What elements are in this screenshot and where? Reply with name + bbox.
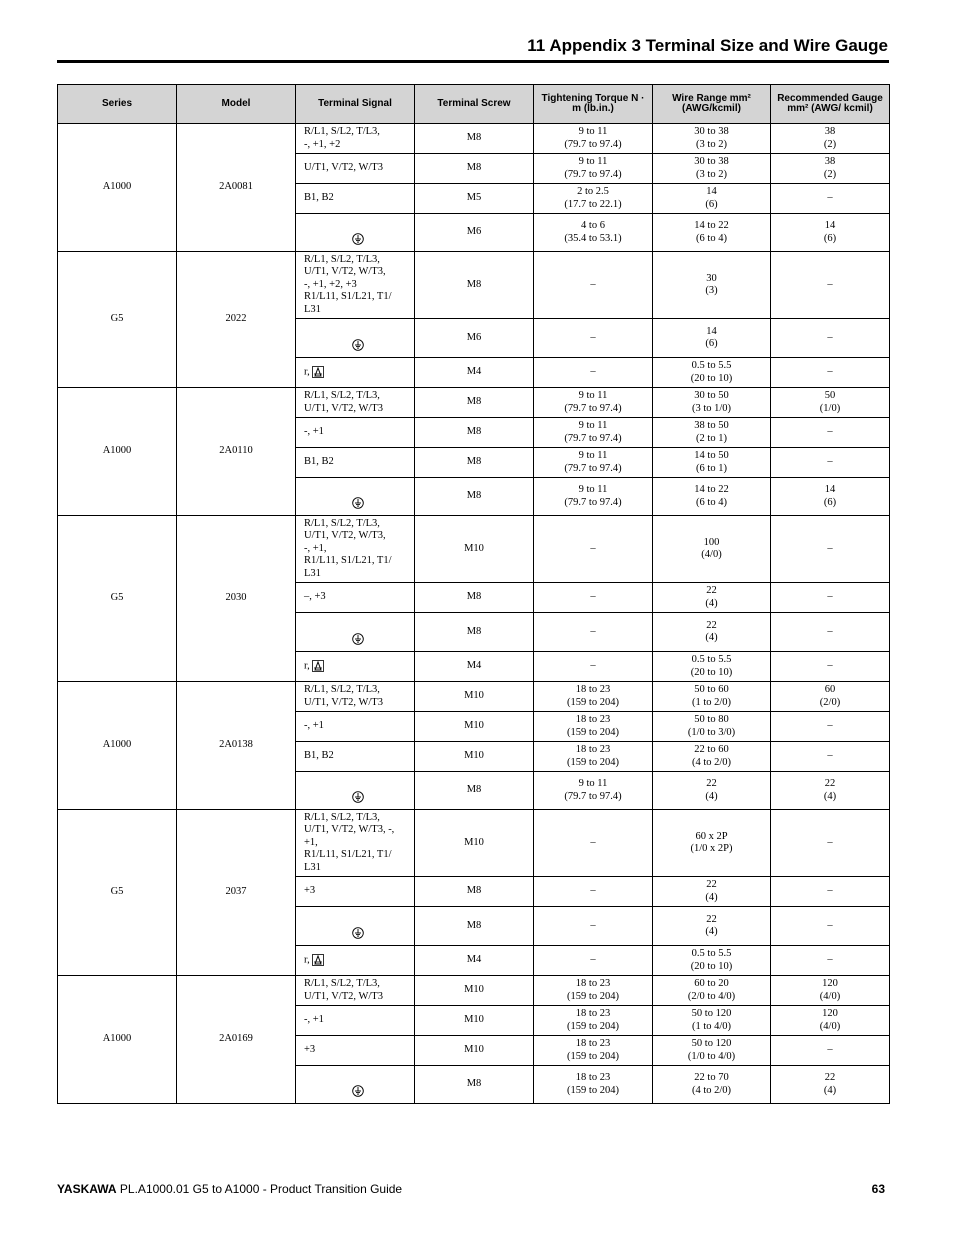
column-header: Terminal Signal — [296, 85, 415, 124]
tightening-torque-cell: – — [534, 652, 653, 682]
tightening-torque-cell: 18 to 23 (159 to 204) — [534, 742, 653, 772]
terminal-signal-cell — [296, 946, 415, 976]
title-rule — [57, 60, 889, 63]
ground-symbol — [304, 497, 412, 510]
recommended-gauge-cell: 120 (4/0) — [771, 976, 890, 1006]
terminal-signal-cell: R/L1, S/L2, T/L3, U/T1, V/T2, W/T3, -, +1, +2, +3 R1/L11, S1/L21, T1/ L31 — [296, 252, 415, 319]
recommended-gauge-cell: 50 (1/0) — [771, 388, 890, 418]
terminal-screw-cell: M6 — [415, 319, 534, 358]
recommended-gauge-cell: – — [771, 1036, 890, 1066]
terminal-screw-cell: M4 — [415, 652, 534, 682]
wire-range-cell: 22 (4) — [653, 583, 771, 613]
tightening-torque-cell: – — [534, 877, 653, 907]
recommended-gauge-cell: – — [771, 613, 890, 652]
column-header: Series — [58, 85, 177, 124]
wire-range-cell: 14 (6) — [653, 184, 771, 214]
terminal-screw-cell: M8 — [415, 583, 534, 613]
terminal-screw-cell: M5 — [415, 184, 534, 214]
tightening-torque-cell: 18 to 23 (159 to 204) — [534, 712, 653, 742]
page-footer — [57, 1182, 885, 1196]
wire-range-cell: 22 (4) — [653, 877, 771, 907]
wire-range-cell: 22 to 70 (4 to 2/0) — [653, 1066, 771, 1104]
recommended-gauge-cell: 14 (6) — [771, 214, 890, 252]
terminal-signal-cell: B1, B2 — [296, 742, 415, 772]
tightening-torque-cell: – — [534, 946, 653, 976]
series-cell: A1000 — [58, 124, 177, 252]
tightening-torque-cell: – — [534, 252, 653, 319]
recommended-gauge-cell: – — [771, 907, 890, 946]
wire-range-cell: 30 to 50 (3 to 1/0) — [653, 388, 771, 418]
wire-range-cell: 22 (4) — [653, 907, 771, 946]
terminal-signal-cell: R/L1, S/L2, T/L3, U/T1, V/T2, W/T3 — [296, 682, 415, 712]
terminal-screw-cell: M8 — [415, 154, 534, 184]
wire-range-cell: 14 (6) — [653, 319, 771, 358]
recommended-gauge-cell: – — [771, 252, 890, 319]
terminal-signal-cell — [296, 478, 415, 516]
terminal-screw-cell: M8 — [415, 877, 534, 907]
terminal-screw-cell: M8 — [415, 388, 534, 418]
terminal-signal-cell — [296, 652, 415, 682]
terminal-signal-text: r, — [304, 954, 310, 966]
terminal-signal-cell — [296, 1066, 415, 1104]
terminal-screw-cell: M8 — [415, 1066, 534, 1104]
tightening-torque-cell: – — [534, 907, 653, 946]
series-cell: A1000 — [58, 388, 177, 516]
terminal-signal-cell: -, +1 — [296, 418, 415, 448]
column-header: Tightening Torque N · m (lb.in.) — [534, 85, 653, 124]
recommended-gauge-cell: 60 (2/0) — [771, 682, 890, 712]
table-row — [58, 388, 890, 418]
wire-range-cell: 60 to 20 (2/0 to 4/0) — [653, 976, 771, 1006]
wire-range-cell: 14 to 22 (6 to 4) — [653, 214, 771, 252]
terminal-screw-cell: M10 — [415, 682, 534, 712]
terminal-signal-cell: U/T1, V/T2, W/T3 — [296, 154, 415, 184]
terminal-screw-cell: M10 — [415, 712, 534, 742]
recommended-gauge-cell: 22 (4) — [771, 1066, 890, 1104]
recommended-gauge-cell: – — [771, 358, 890, 388]
recommended-gauge-cell: – — [771, 418, 890, 448]
footer-doc-title: PL.A1000.01 G5 to A1000 - Product Transition Guide — [119, 1182, 403, 1196]
ground-symbol — [304, 927, 412, 940]
tightening-torque-cell: 18 to 23 (159 to 204) — [534, 976, 653, 1006]
terminal-signal-cell: –, +3 — [296, 583, 415, 613]
ground-icon — [352, 1085, 364, 1097]
ground-icon — [352, 497, 364, 509]
tightening-torque-cell: – — [534, 516, 653, 583]
tightening-torque-cell: 18 to 23 (159 to 204) — [534, 1066, 653, 1104]
terminal-screw-cell: M10 — [415, 810, 534, 877]
terminal-signal-text: r, — [304, 660, 310, 672]
tightening-torque-cell: – — [534, 319, 653, 358]
terminal-signal-cell — [296, 358, 415, 388]
terminal-signal-cell: R/L1, S/L2, T/L3, U/T1, V/T2, W/T3 — [296, 388, 415, 418]
recommended-gauge-cell: – — [771, 184, 890, 214]
table-row — [58, 252, 890, 319]
wire-range-cell: 100 (4/0) — [653, 516, 771, 583]
terminal-screw-cell: M8 — [415, 478, 534, 516]
model-cell: 2030 — [177, 516, 296, 682]
tightening-torque-cell: 4 to 6 (35.4 to 53.1) — [534, 214, 653, 252]
terminal-signal-cell: -, +1 — [296, 712, 415, 742]
terminal-signal-cell — [296, 613, 415, 652]
model-cell: 2037 — [177, 810, 296, 976]
terminal-screw-cell: M6 — [415, 214, 534, 252]
table-row — [58, 516, 890, 583]
recommended-gauge-cell: – — [771, 652, 890, 682]
terminal-signal-text: r, — [304, 366, 310, 378]
ground-icon — [352, 791, 364, 803]
tightening-torque-cell: 18 to 23 (159 to 204) — [534, 682, 653, 712]
tightening-torque-cell: – — [534, 583, 653, 613]
wire-range-cell: 50 to 120 (1/0 to 4/0) — [653, 1036, 771, 1066]
series-cell: G5 — [58, 252, 177, 388]
tightening-torque-cell: – — [534, 358, 653, 388]
terminal-screw-cell: M8 — [415, 907, 534, 946]
terminal-mark-icon — [312, 954, 324, 966]
terminal-screw-cell: M10 — [415, 1036, 534, 1066]
tightening-torque-cell: 9 to 11 (79.7 to 97.4) — [534, 448, 653, 478]
wire-range-cell: 50 to 80 (1/0 to 3/0) — [653, 712, 771, 742]
model-cell: 2A0138 — [177, 682, 296, 810]
terminal-signal-cell: R/L1, S/L2, T/L3, U/T1, V/T2, W/T3, -, +1, R1/L11, S1/L21, T1/ L31 — [296, 810, 415, 877]
tightening-torque-cell: – — [534, 810, 653, 877]
terminal-table — [57, 84, 890, 1104]
terminal-signal-cell: R/L1, S/L2, T/L3, -, +1, +2 — [296, 124, 415, 154]
recommended-gauge-cell: – — [771, 742, 890, 772]
terminal-mark-icon — [312, 366, 324, 378]
wire-range-cell: 22 (4) — [653, 772, 771, 810]
wire-range-cell: 0.5 to 5.5 (20 to 10) — [653, 358, 771, 388]
recommended-gauge-cell: – — [771, 712, 890, 742]
table-row — [58, 124, 890, 154]
series-cell: G5 — [58, 516, 177, 682]
ground-symbol — [304, 339, 412, 352]
tightening-torque-cell: 2 to 2.5 (17.7 to 22.1) — [534, 184, 653, 214]
terminal-screw-cell: M8 — [415, 613, 534, 652]
terminal-screw-cell: M10 — [415, 976, 534, 1006]
terminal-screw-cell: M4 — [415, 358, 534, 388]
recommended-gauge-cell: 38 (2) — [771, 154, 890, 184]
recommended-gauge-cell: – — [771, 516, 890, 583]
page-title: 11 Appendix 3 Terminal Size and Wire Gauge — [527, 36, 888, 55]
terminal-screw-cell: M10 — [415, 516, 534, 583]
recommended-gauge-cell: – — [771, 319, 890, 358]
terminal-signal-cell: +3 — [296, 877, 415, 907]
wire-range-cell: 60 x 2P (1/0 x 2P) — [653, 810, 771, 877]
terminal-screw-cell: M8 — [415, 448, 534, 478]
wire-range-cell: 50 to 60 (1 to 2/0) — [653, 682, 771, 712]
recommended-gauge-cell: – — [771, 946, 890, 976]
recommended-gauge-cell: – — [771, 877, 890, 907]
terminal-signal-cell — [296, 772, 415, 810]
terminal-signal-cell: +3 — [296, 1036, 415, 1066]
wire-range-cell: 30 to 38 (3 to 2) — [653, 124, 771, 154]
recommended-gauge-cell: – — [771, 583, 890, 613]
series-cell: A1000 — [58, 976, 177, 1104]
recommended-gauge-cell: 120 (4/0) — [771, 1006, 890, 1036]
series-cell: A1000 — [58, 682, 177, 810]
terminal-signal-cell: R/L1, S/L2, T/L3, U/T1, V/T2, W/T3 — [296, 976, 415, 1006]
column-header: Recommended Gauge mm² (AWG/ kcmil) — [771, 85, 890, 124]
tightening-torque-cell: 9 to 11 (79.7 to 97.4) — [534, 124, 653, 154]
model-cell: 2A0110 — [177, 388, 296, 516]
ground-symbol — [304, 791, 412, 804]
ground-icon — [352, 633, 364, 645]
tightening-torque-cell: 9 to 11 (79.7 to 97.4) — [534, 772, 653, 810]
ground-symbol — [304, 233, 412, 246]
footer-brand: YASKAWA — [57, 1182, 117, 1196]
wire-range-cell: 38 to 50 (2 to 1) — [653, 418, 771, 448]
column-header: Wire Range mm² (AWG/kcmil) — [653, 85, 771, 124]
terminal-mark-icon — [312, 660, 324, 672]
model-cell: 2022 — [177, 252, 296, 388]
terminal-signal-cell — [296, 907, 415, 946]
wire-range-cell: 0.5 to 5.5 (20 to 10) — [653, 946, 771, 976]
model-cell: 2A0169 — [177, 976, 296, 1104]
table-row — [58, 810, 890, 877]
terminal-screw-cell: M10 — [415, 1006, 534, 1036]
terminal-signal-cell — [296, 319, 415, 358]
wire-range-cell: 30 to 38 (3 to 2) — [653, 154, 771, 184]
terminal-screw-cell: M8 — [415, 772, 534, 810]
terminal-screw-cell: M10 — [415, 742, 534, 772]
wire-range-cell: 30 (3) — [653, 252, 771, 319]
column-header: Terminal Screw — [415, 85, 534, 124]
wire-range-cell: 0.5 to 5.5 (20 to 10) — [653, 652, 771, 682]
table-row — [58, 976, 890, 1006]
tightening-torque-cell: 18 to 23 (159 to 204) — [534, 1036, 653, 1066]
ground-icon — [352, 927, 364, 939]
ground-icon — [352, 233, 364, 245]
terminal-screw-cell: M8 — [415, 418, 534, 448]
terminal-screw-cell: M8 — [415, 252, 534, 319]
tightening-torque-cell: 9 to 11 (79.7 to 97.4) — [534, 418, 653, 448]
tightening-torque-cell: 9 to 11 (79.7 to 97.4) — [534, 478, 653, 516]
series-cell: G5 — [58, 810, 177, 976]
terminal-signal-cell: -, +1 — [296, 1006, 415, 1036]
page-number: 63 — [871, 1182, 885, 1196]
tightening-torque-cell: 18 to 23 (159 to 204) — [534, 1006, 653, 1036]
wire-range-cell: 22 (4) — [653, 613, 771, 652]
ground-symbol — [304, 1085, 412, 1098]
model-cell: 2A0081 — [177, 124, 296, 252]
wire-range-cell: 14 to 50 (6 to 1) — [653, 448, 771, 478]
table-row — [58, 682, 890, 712]
ground-icon — [352, 339, 364, 351]
recommended-gauge-cell: 22 (4) — [771, 772, 890, 810]
ground-symbol — [304, 633, 412, 646]
recommended-gauge-cell: – — [771, 810, 890, 877]
terminal-signal-cell: B1, B2 — [296, 184, 415, 214]
wire-range-cell: 50 to 120 (1 to 4/0) — [653, 1006, 771, 1036]
terminal-signal-cell: R/L1, S/L2, T/L3, U/T1, V/T2, W/T3, -, +1, R1/L11, S1/L21, T1/ L31 — [296, 516, 415, 583]
terminal-screw-cell: M4 — [415, 946, 534, 976]
terminal-screw-cell: M8 — [415, 124, 534, 154]
table-header-row — [58, 85, 890, 124]
terminal-signal-cell — [296, 214, 415, 252]
tightening-torque-cell: – — [534, 613, 653, 652]
recommended-gauge-cell: – — [771, 448, 890, 478]
wire-range-cell: 22 to 60 (4 to 2/0) — [653, 742, 771, 772]
column-header: Model — [177, 85, 296, 124]
recommended-gauge-cell: 38 (2) — [771, 124, 890, 154]
terminal-signal-cell: B1, B2 — [296, 448, 415, 478]
tightening-torque-cell: 9 to 11 (79.7 to 97.4) — [534, 154, 653, 184]
recommended-gauge-cell: 14 (6) — [771, 478, 890, 516]
tightening-torque-cell: 9 to 11 (79.7 to 97.4) — [534, 388, 653, 418]
wire-range-cell: 14 to 22 (6 to 4) — [653, 478, 771, 516]
